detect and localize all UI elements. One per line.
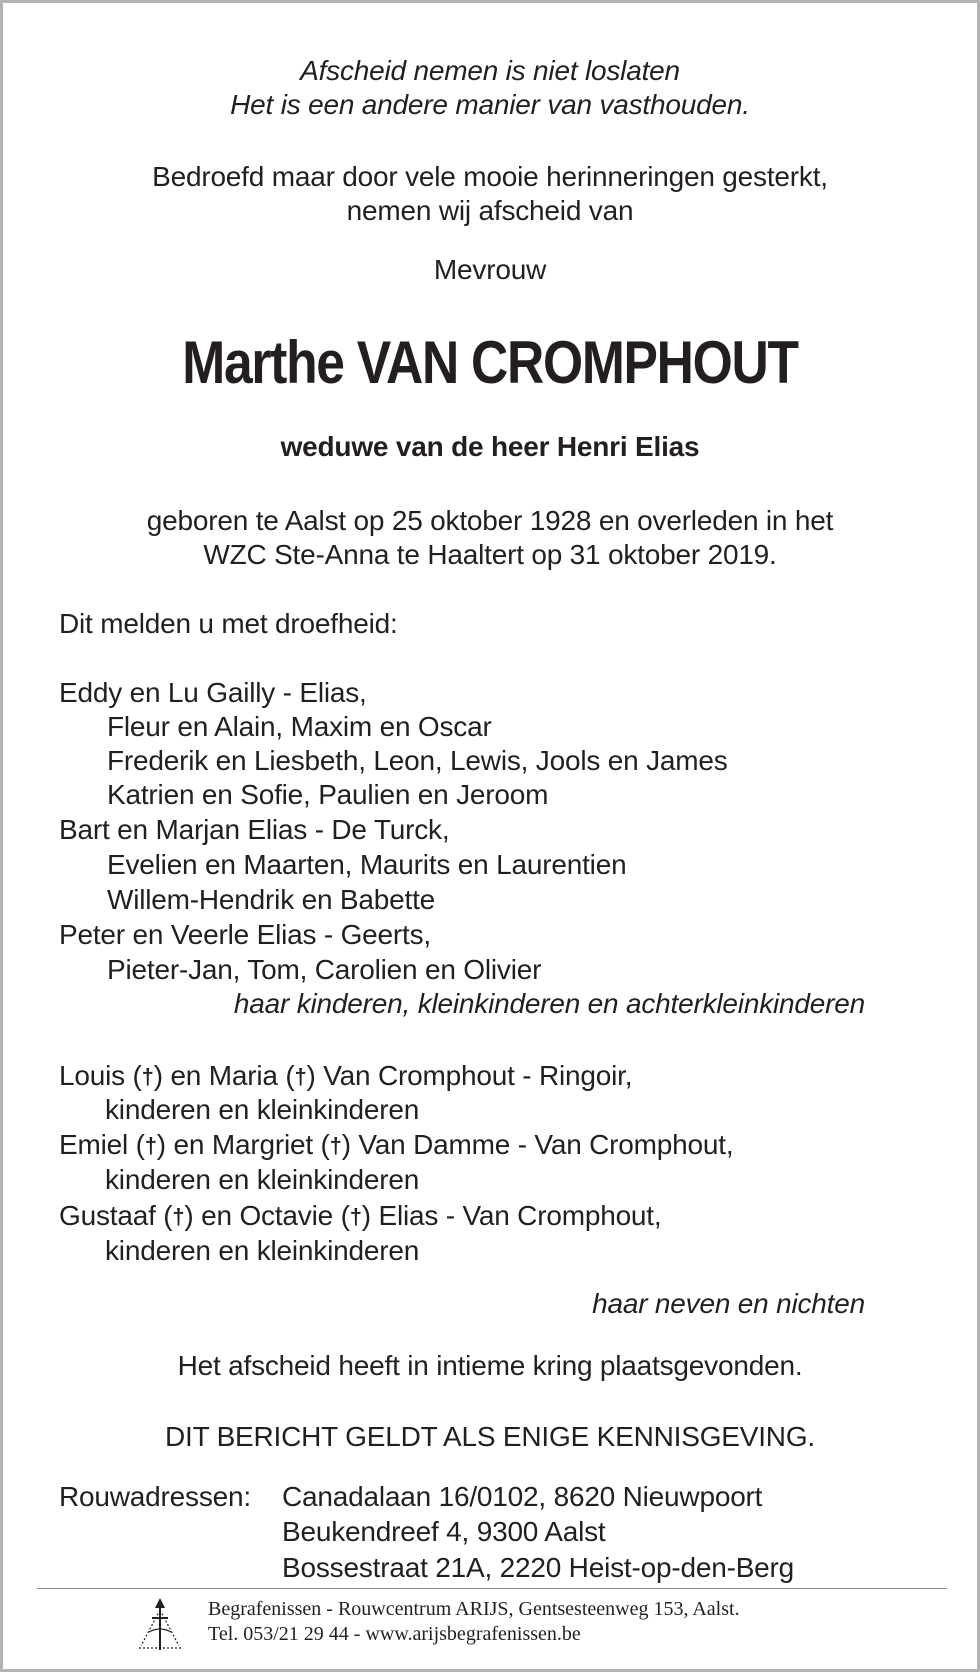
announce-line: Dit melden u met droefheid: (59, 608, 398, 639)
footer-line-1: Begrafenissen - Rouwcentrum ARIJS, Gentsesteenweg 153, Aalst. (208, 1598, 740, 1620)
relative-family: Van Damme - Van Cromphout, (358, 1129, 734, 1160)
farewell-line: Het afscheid heeft in intieme kring plaatsgevonden. (177, 1350, 803, 1381)
relative-head: Gustaaf (†) en Octavie (†) Elias - Van Cromphout, (59, 1200, 662, 1231)
intro-line-2: nemen wij afscheid van (346, 195, 634, 226)
cross-icon: † (349, 1204, 362, 1229)
relative-name: Gustaaf (59, 1200, 156, 1231)
intro-line-1: Bedroefd maar door vele mooie herinneringen gesterkt, (152, 161, 828, 192)
relative-name: Louis (59, 1060, 125, 1091)
relative-family: Elias - Van Cromphout, (378, 1200, 662, 1231)
grandchildren-line: Willem-Hendrik en Babette (107, 884, 436, 915)
relative-family: Van Cromphout - Ringoir, (323, 1060, 633, 1091)
spouse-line: weduwe van de heer Henri Elias (280, 431, 700, 462)
deceased-name: Marthe VAN CROMPHOUT (182, 329, 798, 396)
footer-line-2: Tel. 053/21 29 44 - www.arijsbegrafenissen.be (208, 1623, 581, 1645)
motto-line-1: Afscheid nemen is niet loslaten (300, 55, 680, 86)
address-line: Beukendreef 4, 9300 Aalst (282, 1516, 606, 1547)
relative-head: Emiel (†) en Margriet (†) Van Damme - Van Cromphout, (59, 1129, 734, 1160)
cross-icon: † (294, 1064, 307, 1089)
addresses-label: Rouwadressen: (59, 1481, 251, 1512)
birth-death-line-1: geboren te Aalst op 25 oktober 1928 en overleden in het (146, 505, 834, 536)
grandchildren-line: Pieter-Jan, Tom, Carolien en Olivier (107, 954, 542, 985)
relative-name: en Maria (170, 1060, 278, 1091)
relatives-caption: haar neven en nichten (592, 1288, 865, 1319)
relative-name: Emiel (59, 1129, 129, 1160)
children-caption: haar kinderen, kleinkinderen en achterkleinkinderen (233, 988, 865, 1019)
cross-icon: † (141, 1064, 154, 1089)
grandchildren-line: Katrien en Sofie, Paulien en Jeroom (107, 779, 549, 810)
grandchildren-line: Frederik en Liesbeth, Leon, Lewis, Jools en James (107, 745, 728, 776)
footer-divider (37, 1588, 947, 1589)
relative-name: en Octavie (201, 1200, 333, 1231)
relative-sub: kinderen en kleinkinderen (105, 1094, 420, 1125)
birth-death-line-2: WZC Ste-Anna te Haaltert op 31 oktober 2019. (203, 539, 777, 570)
cross-icon: † (329, 1133, 342, 1158)
cross-icon: † (172, 1204, 185, 1229)
relative-name: en Margriet (173, 1129, 313, 1160)
relative-sub: kinderen en kleinkinderen (105, 1164, 420, 1195)
address-line: Bossestraat 21A, 2220 Heist-op-den-Berg (282, 1552, 795, 1583)
salutation: Mevrouw (433, 254, 547, 285)
grandchildren-line: Fleur en Alain, Maxim en Oscar (107, 711, 492, 742)
child-head: Peter en Veerle Elias - Geerts, (59, 919, 431, 950)
cross-icon: † (144, 1133, 157, 1158)
motto-line-2: Het is een andere manier van vasthouden. (230, 89, 750, 120)
child-head: Bart en Marjan Elias - De Turck, (59, 814, 450, 845)
relative-head: Louis (†) en Maria (†) Van Cromphout - Ringoir, (59, 1060, 633, 1091)
child-head: Eddy en Lu Gailly - Elias, (59, 677, 367, 708)
grandchildren-line: Evelien en Maarten, Maurits en Laurentien (107, 849, 627, 880)
address-line: Canadalaan 16/0102, 8620 Nieuwpoort (282, 1481, 763, 1512)
funeral-home-logo-icon (135, 1596, 185, 1652)
relative-sub: kinderen en kleinkinderen (105, 1235, 420, 1266)
notice-line: DIT BERICHT GELDT ALS ENIGE KENNISGEVING. (165, 1421, 815, 1452)
